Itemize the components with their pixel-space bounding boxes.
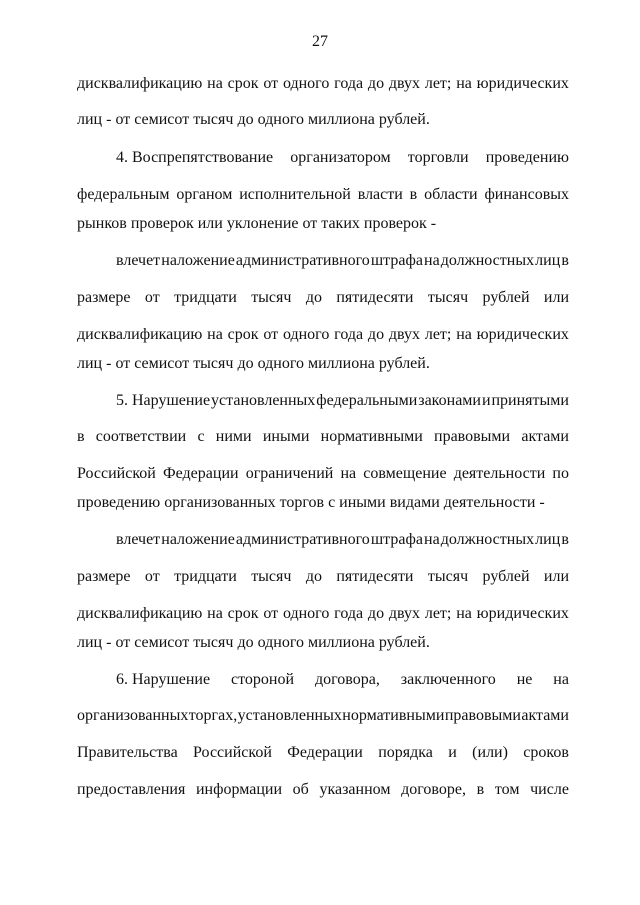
word: власти <box>357 186 403 203</box>
word: проведению <box>485 149 569 166</box>
word: влечет <box>116 531 161 548</box>
word: 4. Воспрепятствование <box>116 149 274 166</box>
word: на <box>207 605 223 622</box>
word: тысяч <box>251 289 292 306</box>
text-line <box>77 185 569 205</box>
word: срок <box>227 605 259 622</box>
word: актами <box>521 707 569 724</box>
word: лиц <box>535 252 561 269</box>
word: дисквалификацию <box>77 605 203 622</box>
word: нормативными <box>320 428 423 445</box>
word: влечет <box>116 252 161 269</box>
word: и <box>481 392 491 409</box>
text-line <box>77 464 569 484</box>
word: рублей <box>482 289 530 306</box>
word: одного <box>282 75 330 92</box>
word: на <box>340 465 357 482</box>
word: года <box>334 326 364 343</box>
text-line <box>77 427 569 447</box>
word: договоре, <box>401 781 466 798</box>
word: на <box>207 326 223 343</box>
word: деятельности <box>453 465 546 482</box>
word: двух <box>388 605 421 622</box>
word: исполнительной <box>239 186 351 203</box>
text-line <box>77 354 569 374</box>
word: в <box>476 781 485 798</box>
word: лет; <box>424 75 452 92</box>
page-number: 27 <box>312 33 328 50</box>
word: тысяч <box>251 568 292 585</box>
word: на <box>424 531 440 548</box>
word: правовыми <box>444 707 521 724</box>
text-line <box>77 214 569 234</box>
word: заключенного <box>400 671 496 688</box>
word: административного <box>235 531 370 548</box>
word: федеральным <box>77 186 170 203</box>
word: организатором <box>290 149 391 166</box>
text-line <box>77 633 569 653</box>
word: от <box>263 326 279 343</box>
text-line <box>116 148 569 168</box>
word: лет; <box>424 326 452 343</box>
word: или <box>543 289 569 306</box>
word: правовыми <box>434 428 511 445</box>
word: органом <box>176 186 233 203</box>
word: от <box>144 568 160 585</box>
word: том <box>494 781 520 798</box>
word: проведению организованных торгов с иными видами деятельности - <box>77 494 545 511</box>
word: до <box>367 75 385 92</box>
word: на <box>207 75 223 92</box>
word: размере <box>77 289 131 306</box>
word: (или) <box>472 744 508 761</box>
text-line <box>77 74 569 94</box>
word: соответствии <box>95 428 187 445</box>
word: в <box>561 252 569 269</box>
word: и <box>448 744 457 761</box>
word: до <box>367 605 385 622</box>
word: финансовых <box>484 186 569 203</box>
word: одного <box>282 326 330 343</box>
word: двух <box>388 75 421 92</box>
word: установленных <box>211 392 316 409</box>
text-line <box>116 670 569 690</box>
word: Российской <box>193 744 272 761</box>
word: с <box>197 428 205 445</box>
text-line <box>77 780 569 800</box>
word: законами <box>418 392 481 409</box>
word: 5. Нарушение <box>116 392 211 409</box>
word: юридических <box>476 75 569 92</box>
text-line <box>77 743 569 763</box>
word: торговли <box>407 149 469 166</box>
word: Федерации <box>163 465 239 482</box>
word: пятидесяти <box>336 568 414 585</box>
word: совмещение <box>363 465 447 482</box>
word: юридических <box>476 326 569 343</box>
word: предоставления <box>77 781 186 798</box>
word: юридических <box>476 605 569 622</box>
word: в <box>561 531 569 548</box>
word: сроков <box>523 744 569 761</box>
text-line <box>116 391 569 411</box>
word: размере <box>77 568 131 585</box>
word: числе <box>530 781 569 798</box>
word: рублей <box>482 568 530 585</box>
word: тысяч <box>427 568 469 585</box>
word: тридцати <box>174 568 237 585</box>
word: должностных <box>440 252 535 269</box>
word: срок <box>227 326 259 343</box>
word: 6. Нарушение <box>116 671 211 688</box>
word: Российской <box>77 465 156 482</box>
word: лиц - от семисот тысяч до одного миллиона рублей. <box>77 634 430 651</box>
word: тысяч <box>427 289 469 306</box>
word: на <box>456 605 472 622</box>
word: организованных <box>77 707 189 724</box>
text-line <box>77 706 569 726</box>
text-line <box>77 567 569 587</box>
word: до <box>305 289 322 306</box>
word: лиц <box>535 531 561 548</box>
word: лиц - от семисот тысяч до одного миллиона рублей. <box>77 355 430 372</box>
word: штрафа <box>370 531 423 548</box>
word: пятидесяти <box>336 289 414 306</box>
word: по <box>552 465 569 482</box>
text-line <box>116 251 569 271</box>
text-line <box>77 493 569 513</box>
word: или <box>543 568 569 585</box>
word: от <box>263 75 279 92</box>
word: актами <box>521 428 569 445</box>
word: лиц - от семисот тысяч до одного миллиона рублей. <box>77 111 430 128</box>
word: на <box>553 671 569 688</box>
text-line <box>77 325 569 345</box>
word: дисквалификацию <box>77 326 203 343</box>
word: года <box>334 75 364 92</box>
word: установленных <box>237 707 342 724</box>
word: на <box>456 326 472 343</box>
word: административного <box>235 252 370 269</box>
word: срок <box>227 75 259 92</box>
word: указанном <box>319 781 391 798</box>
word: наложение <box>161 531 235 548</box>
word: не <box>516 671 533 688</box>
word: принятыми <box>491 392 569 409</box>
word: на <box>456 75 472 92</box>
word: двух <box>388 326 421 343</box>
word: одного <box>282 605 330 622</box>
text-line <box>77 288 569 308</box>
word: до <box>305 568 322 585</box>
word: стороной <box>231 671 295 688</box>
word: должностных <box>440 531 535 548</box>
word: области <box>424 186 478 203</box>
word: тридцати <box>174 289 237 306</box>
word: порядка <box>378 744 433 761</box>
word: штрафа <box>370 252 423 269</box>
word: на <box>424 252 440 269</box>
word: года <box>334 605 364 622</box>
word: Правительства <box>77 744 178 761</box>
word: информации <box>195 781 283 798</box>
text-line <box>116 530 569 550</box>
word: договора, <box>314 671 380 688</box>
text-line <box>77 110 569 130</box>
word: ними <box>215 428 252 445</box>
word: иными <box>262 428 310 445</box>
word: от <box>263 605 279 622</box>
word: наложение <box>161 252 235 269</box>
word: Федерации <box>287 744 363 761</box>
word: от <box>144 289 160 306</box>
text-line <box>77 604 569 624</box>
word: нормативными <box>342 707 445 724</box>
word: дисквалификацию <box>77 75 203 92</box>
word: лет; <box>424 605 452 622</box>
word: об <box>292 781 309 798</box>
word: до <box>367 326 385 343</box>
word: рынков проверок или уклонение от таких проверок - <box>77 215 437 232</box>
word: федеральными <box>316 392 418 409</box>
word: торгах, <box>188 707 238 724</box>
word: в <box>409 186 418 203</box>
word: ограничений <box>245 465 334 482</box>
word: в <box>77 428 85 445</box>
